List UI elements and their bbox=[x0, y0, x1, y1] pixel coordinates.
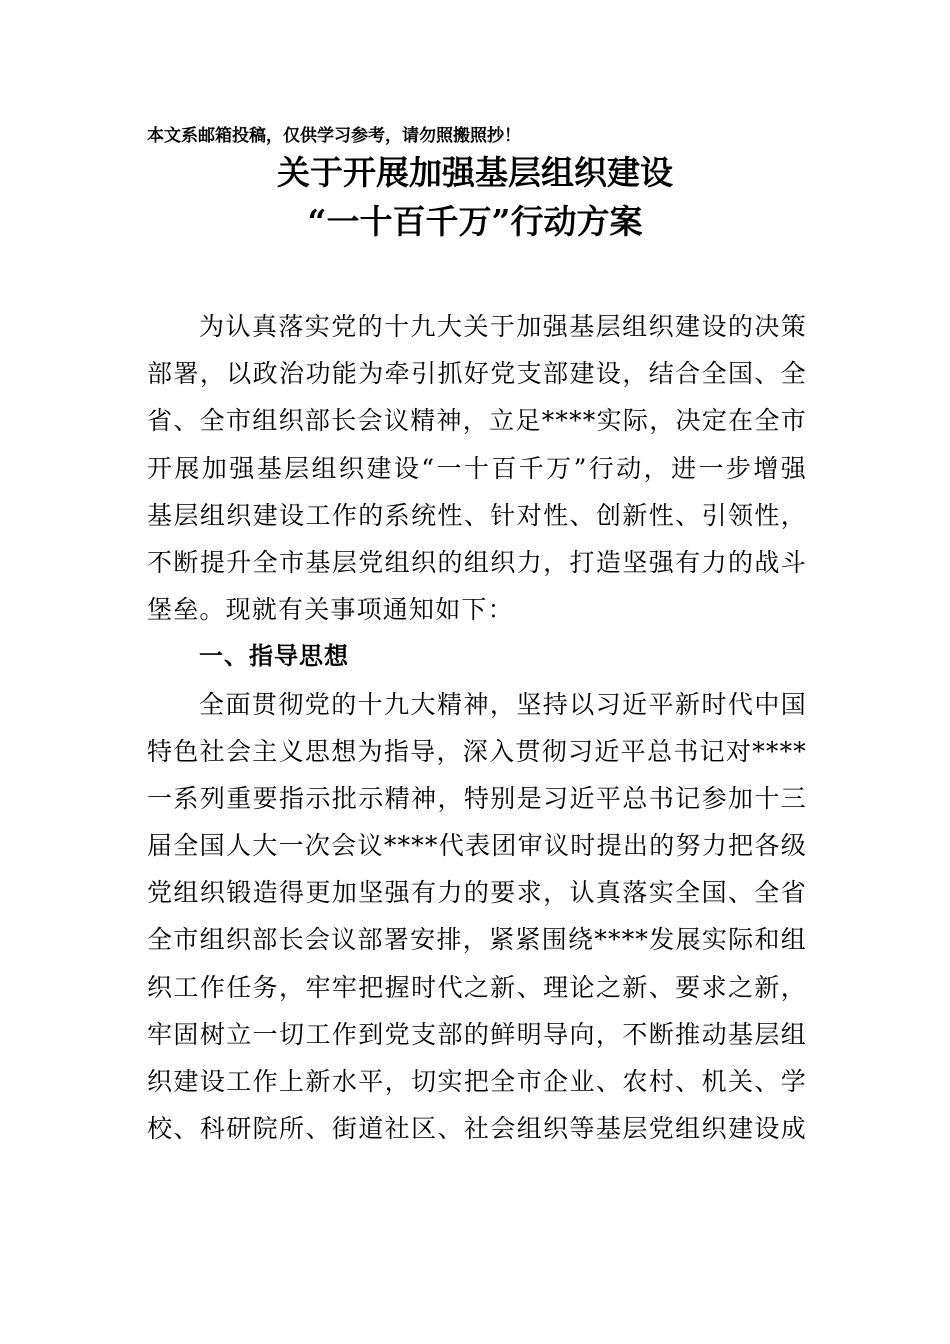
paragraph-line: 省、全市组织部长会议精神，立足****实际，决定在全市 bbox=[147, 406, 807, 436]
paragraph-line: 牢固树立一切工作到党支部的鲜明导向，不断推动基层组 bbox=[147, 1019, 807, 1049]
paragraph-line: 校、科研院所、街道社区、社会组织等基层党组织建设成 bbox=[147, 1114, 807, 1144]
paragraph-line: 基层组织建设工作的系统性、针对性、创新性、引领性， bbox=[147, 500, 807, 530]
guiding-ideology-paragraph bbox=[147, 681, 807, 1153]
paragraph-line: 党组织锻造得更加坚强有力的要求，认真落实全国、全省 bbox=[147, 878, 807, 908]
section-heading-guiding-ideology: 一、指导思想 bbox=[199, 642, 349, 671]
paragraph-line: 织工作任务，牢牢把握时代之新、理论之新、要求之新， bbox=[147, 972, 807, 1002]
paragraph-line: 全面贯彻党的十九大精神，坚持以习近平新时代中国 bbox=[199, 689, 807, 719]
paragraph-line: 为认真落实党的十九大关于加强基层组织建设的决策 bbox=[199, 312, 807, 341]
intro-paragraph bbox=[147, 303, 807, 633]
document-title-line-2: “一十百千万”行动方案 bbox=[307, 202, 643, 241]
paragraph-line: 部署，以政治功能为牵引抓好党支部建设，结合全国、全 bbox=[147, 359, 807, 389]
paragraph-line: 不断提升全市基层党组织的组织力，打造坚强有力的战斗 bbox=[147, 547, 807, 577]
document-title-line-1: 关于开展加强基层组织建设 bbox=[277, 153, 673, 192]
paragraph-line: 开展加强基层组织建设“一十百千万”行动，进一步增强 bbox=[147, 453, 807, 483]
paragraph-line: 特色社会主义思想为指导，深入贯彻习近平总书记对**** bbox=[147, 736, 807, 766]
document-body bbox=[147, 303, 807, 1152]
paragraph-line: 届全国人大一次会议****代表团审议时提出的努力把各级 bbox=[147, 831, 807, 861]
paragraph-line: 一系列重要指示批示精神，特别是习近平总书记参加十三 bbox=[147, 783, 807, 813]
paragraph-line: 织建设工作上新水平，切实把全市企业、农村、机关、学 bbox=[147, 1067, 807, 1096]
paragraph-line: 全市组织部长会议部署安排，紧紧围绕****发展实际和组 bbox=[147, 925, 807, 955]
paragraph-line: 堡垒。现就有关事项通知如下： bbox=[147, 595, 514, 625]
submission-notice: 本文系邮箱投稿，仅供学习参考，请勿照搬照抄！ bbox=[147, 126, 521, 146]
